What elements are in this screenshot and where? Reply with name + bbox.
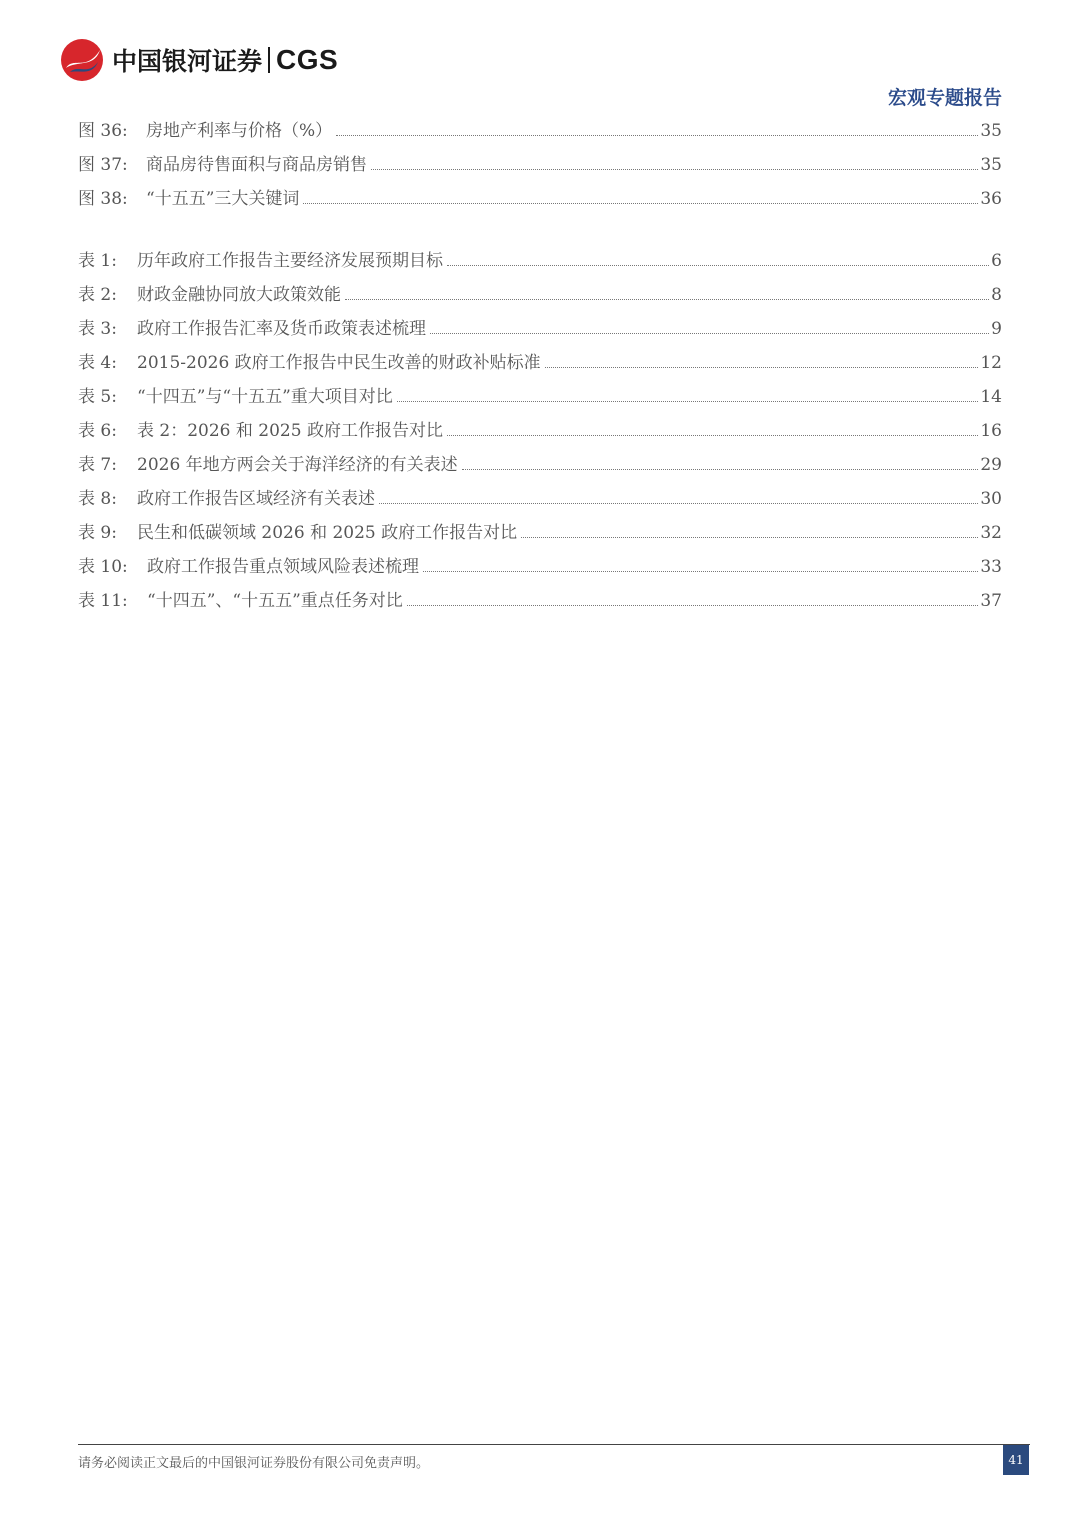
- toc-leader-dots: [462, 468, 979, 470]
- toc-entry-page: 6: [991, 251, 1002, 271]
- toc-leader-dots: [423, 570, 978, 572]
- toc-leader-dots: [447, 434, 978, 436]
- page-number-badge: 41: [1003, 1445, 1029, 1475]
- company-logo: [60, 38, 338, 82]
- toc-entry-page: 12: [980, 353, 1002, 373]
- logo-separator: [268, 47, 270, 73]
- toc-entry-label: 图 38:: [78, 189, 128, 209]
- toc-entry-table-10[interactable]: [78, 554, 1002, 580]
- cgs-logo-icon: [60, 38, 104, 82]
- toc-entry-table-8[interactable]: [78, 486, 1002, 512]
- toc-leader-dots: [521, 536, 978, 538]
- toc-entry-table-11[interactable]: [78, 588, 1002, 614]
- toc-entry-label: 表 10:: [78, 557, 128, 577]
- toc-entry-title: 2015-2026 政府工作报告中民生改善的财政补贴标准: [137, 353, 541, 373]
- toc-entry-figure-37[interactable]: [78, 152, 1002, 178]
- toc-entry-label: 图 37:: [78, 155, 128, 175]
- toc-entry-label: 表 1:: [78, 251, 117, 271]
- toc-entry-table-6[interactable]: [78, 418, 1002, 444]
- toc-entry-label: 表 4:: [78, 353, 117, 373]
- footer-disclaimer: 请务必阅读正文最后的中国银河证券股份有限公司免责声明。: [78, 1456, 430, 1471]
- toc-entry-title: 民生和低碳领域 2026 和 2025 政府工作报告对比: [137, 523, 518, 543]
- toc-leader-dots: [430, 332, 989, 334]
- toc-entry-title: 政府工作报告区域经济有关表述: [137, 489, 375, 509]
- toc-entry-page: 36: [980, 189, 1002, 209]
- logo-chinese-name: 中国银河证券: [112, 47, 263, 76]
- toc-entry-title: 财政金融协同放大政策效能: [137, 285, 341, 305]
- toc-entry-page: 8: [991, 285, 1002, 305]
- toc-entry-page: 14: [980, 387, 1002, 407]
- toc-entry-table-4[interactable]: [78, 350, 1002, 376]
- toc-entry-page: 16: [980, 421, 1002, 441]
- toc-entry-label: 表 11:: [78, 591, 128, 611]
- toc-entry-table-7[interactable]: [78, 452, 1002, 478]
- toc-entry-title: 历年政府工作报告主要经济发展预期目标: [137, 251, 443, 271]
- toc-entry-page: 9: [991, 319, 1002, 339]
- toc-entry-table-9[interactable]: [78, 520, 1002, 546]
- toc-leader-dots: [371, 168, 978, 170]
- toc-entry-figure-36[interactable]: [78, 118, 1002, 144]
- toc-entry-label: 表 2:: [78, 285, 117, 305]
- toc-entry-figure-38[interactable]: [78, 186, 1002, 212]
- toc-entry-label: 表 8:: [78, 489, 117, 509]
- toc-entry-title: 表 2：2026 和 2025 政府工作报告对比: [137, 421, 443, 441]
- toc-entry-label: 图 36:: [78, 121, 128, 141]
- toc-leader-dots: [303, 202, 978, 204]
- toc-entry-table-1[interactable]: [78, 248, 1002, 274]
- toc-entry-page: 33: [980, 557, 1002, 577]
- toc-entry-label: 表 9:: [78, 523, 117, 543]
- toc-leader-dots: [336, 134, 978, 136]
- toc-entry-title: 政府工作报告汇率及货币政策表述梳理: [137, 319, 426, 339]
- report-type-title: 宏观专题报告: [887, 87, 1002, 109]
- toc-leader-dots: [345, 298, 989, 300]
- toc-entry-table-3[interactable]: [78, 316, 1002, 342]
- toc-entry-page: 32: [980, 523, 1002, 543]
- toc-entry-title: 房地产利率与价格（%）: [146, 121, 333, 141]
- toc-leader-dots: [407, 604, 979, 606]
- logo-english-name: CGS: [276, 44, 339, 75]
- toc-entry-title: 商品房待售面积与商品房销售: [146, 155, 367, 175]
- toc-entry-page: 35: [980, 121, 1002, 141]
- toc-entry-table-2[interactable]: [78, 282, 1002, 308]
- toc-leader-dots: [397, 400, 979, 402]
- toc-entry-table-5[interactable]: [78, 384, 1002, 410]
- toc-entry-title: “十四五”、“十五五”重点任务对比: [147, 591, 403, 611]
- toc-leader-dots: [447, 264, 989, 266]
- toc-leader-dots: [545, 366, 979, 368]
- toc-entry-page: 35: [980, 155, 1002, 175]
- toc-entry-page: 37: [980, 591, 1002, 611]
- toc-entry-page: 30: [980, 489, 1002, 509]
- toc-entry-label: 表 5:: [78, 387, 117, 407]
- toc-entry-page: 29: [980, 455, 1002, 475]
- footer-divider: [78, 1444, 1030, 1445]
- toc-entry-title: 2026 年地方两会关于海洋经济的有关表述: [137, 455, 458, 475]
- toc-entry-title: “十四五”与“十五五”重大项目对比: [137, 387, 393, 407]
- toc-entry-label: 表 7:: [78, 455, 117, 475]
- toc-leader-dots: [379, 502, 978, 504]
- toc-entry-title: “十五五”三大关键词: [146, 189, 300, 209]
- toc-entry-label: 表 6:: [78, 421, 117, 441]
- toc-entry-label: 表 3:: [78, 319, 117, 339]
- toc-entry-title: 政府工作报告重点领域风险表述梳理: [147, 557, 419, 577]
